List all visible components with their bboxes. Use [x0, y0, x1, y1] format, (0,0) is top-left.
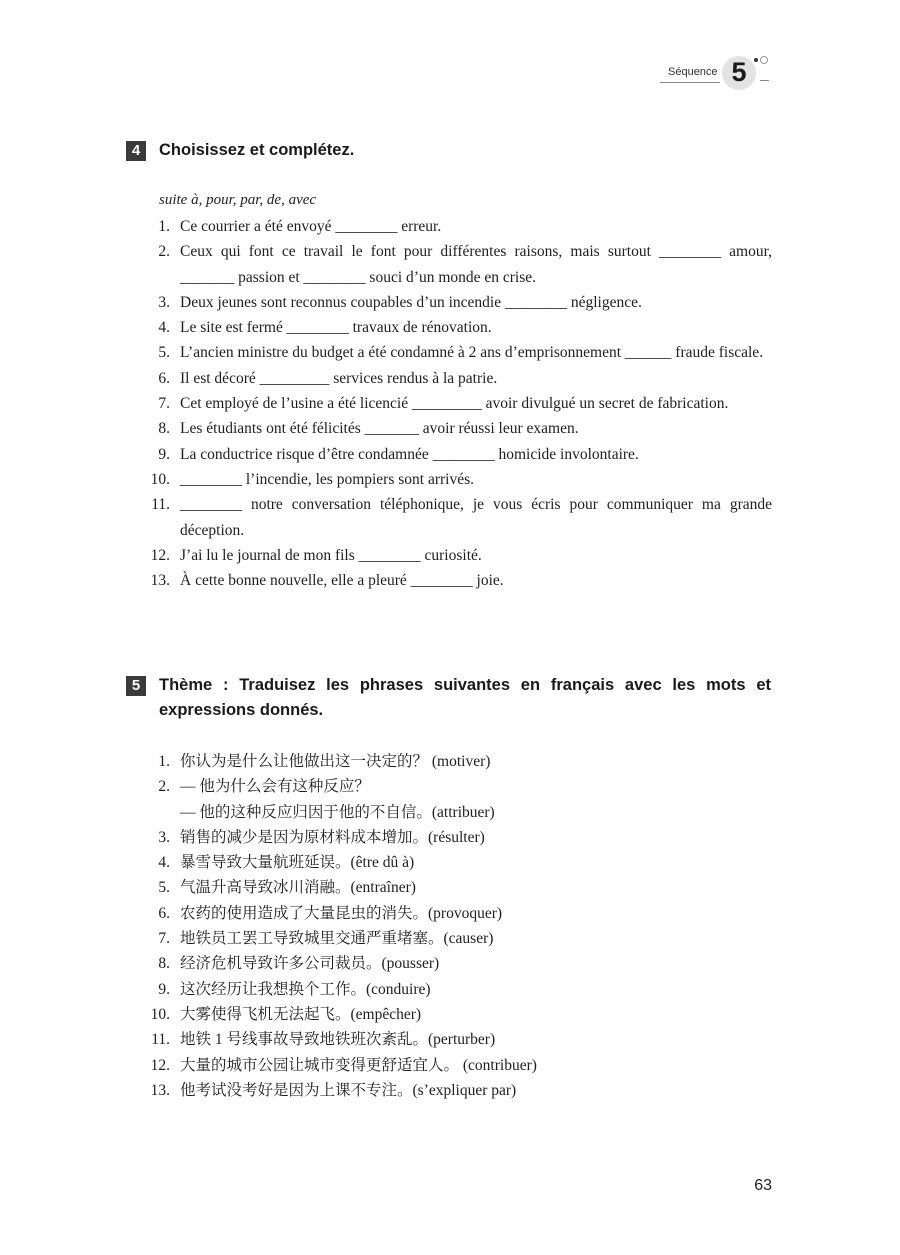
- exercise-5-title: Thème : Traduisez les phrases suivantes en français avec les mots et expressions donnés.: [159, 676, 771, 719]
- decorative-dot: [754, 58, 758, 62]
- list-item: 2. Ceux qui font ce travail le font pour différentes raisons, mais surtout ________ amour, _______ passion et ________ souci d’un monde en crise.: [158, 243, 772, 286]
- list-item: 7. 地铁员工罢工导致城里交通严重堵塞。(causer): [158, 930, 494, 948]
- list-item: 13. À cette bonne nouvelle, elle a pleuré ________ joie.: [150, 572, 504, 590]
- list-item: 10. 大雾使得飞机无法起飞。(empêcher): [150, 1005, 422, 1023]
- list-item: 9. La conductrice risque d’être condamnée ________ homicide involontaire.: [158, 445, 639, 463]
- exercise-4-heading: [126, 138, 786, 163]
- exercise-5-heading: [126, 673, 786, 723]
- list-item: 10. ________ l’incendie, les pompiers sont arrivés.: [150, 470, 475, 488]
- sequence-header: [660, 54, 775, 94]
- sequence-label: Séquence: [668, 66, 718, 78]
- list-item: 3. 销售的减少是因为原材料成本增加。(résulter): [158, 828, 485, 846]
- decorative-ring: [760, 56, 768, 64]
- list-item: 6. Il est décoré _________ services rendus à la patrie.: [158, 369, 498, 387]
- header-rule-right: [760, 80, 769, 81]
- list-item: 1. Ce courrier a été envoyé ________ erreur.: [158, 218, 442, 235]
- list-item: 1. 你认为是什么让他做出这一决定的？ (motiver): [158, 753, 491, 770]
- sequence-number: 5: [731, 57, 747, 87]
- list-item: 5. L’ancien ministre du budget a été condamné à 2 ans d’emprisonnement ______ fraude fiscale.: [158, 344, 764, 362]
- list-item: 4. 暴雪导致大量航班延误。(être dû à): [158, 854, 415, 872]
- list-item: 5. 气温升高导致冰川消融。(entraîner): [158, 879, 416, 897]
- list-item: — 他的这种反应归因于他的不自信。(attribuer): [180, 803, 495, 821]
- list-item: 11. ________ notre conversation téléphonique, je vous écris pour communiquer ma grande déception.: [151, 496, 772, 539]
- exercise-5-list: [146, 749, 772, 1103]
- word-list: suite à, pour, par, de, avec: [159, 192, 317, 208]
- page-number: 63: [754, 1177, 772, 1194]
- list-item: 11. 地铁 1 号线事故导致地铁班次紊乱。(perturber): [151, 1031, 496, 1049]
- list-item: 12. 大量的城市公园让城市变得更舒适宜人。 (contribuer): [150, 1056, 537, 1074]
- exercise-4-list: [146, 214, 772, 593]
- exercise-4-title: Choisissez et complétez.: [159, 141, 355, 159]
- list-item: 2. — 他为什么会有这种反应？: [158, 778, 370, 796]
- exercise-4-number: 4: [126, 141, 146, 161]
- list-item: 6. 农药的使用造成了大量昆虫的消失。(provoquer): [158, 904, 503, 922]
- exercise-5-number: 5: [126, 676, 146, 696]
- list-item: 7. Cet employé de l’usine a été licencié _________ avoir divulgué un secret de fabrication.: [158, 395, 729, 413]
- list-item: 12. J’ai lu le journal de mon fils ________ curiosité.: [150, 546, 482, 564]
- list-item: 13. 他考试没考好是因为上课不专注。(s’expliquer par): [150, 1081, 517, 1099]
- list-item: 4. Le site est fermé ________ travaux de rénovation.: [158, 319, 492, 337]
- header-rule: [660, 82, 720, 83]
- list-item: 8. 经济危机导致许多公司裁员。(pousser): [158, 955, 440, 973]
- list-item: 8. Les étudiants ont été félicités _______ avoir réussi leur examen.: [158, 420, 579, 438]
- list-item: 3. Deux jeunes sont reconnus coupables d’un incendie ________ négligence.: [158, 293, 642, 311]
- list-item: 9. 这次经历让我想换个工作。(conduire): [158, 980, 431, 998]
